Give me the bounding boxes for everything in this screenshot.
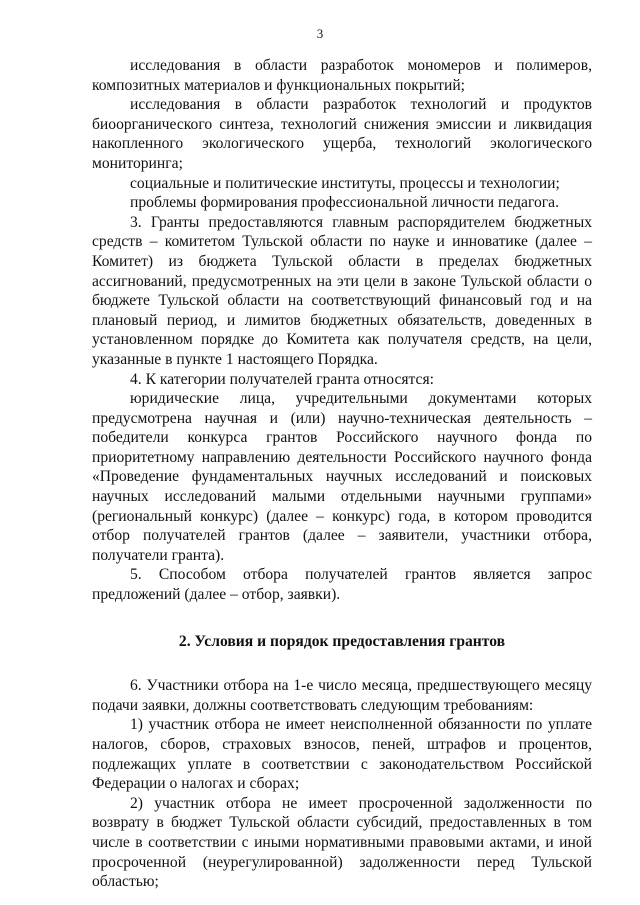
section-heading: 2. Условия и порядок предоставления грантов: [178, 632, 506, 650]
paragraph: 4. К категории получателей гранта относятся:: [130, 370, 434, 388]
paragraph: юридические лица, учредительными документами которых предусмотрена научная и (или) научно-техническая деятельность – победители конкурса грантов Российского научного фонда по приоритетному направлению деятельности Российского научного фонда «Проведение фундаментальных научных исследований и поисковых научных исследований малыми отдельными научными группами» (региональный конкурс) (далее – конкурс) года, в котором проводится отбор получателей грантов (далее – заявители, участники отбора, получатели гранта).: [92, 390, 592, 564]
paragraph: проблемы формирования профессиональной личности педагога.: [130, 194, 559, 212]
paragraph: 1) участник отбора не имеет неисполненной обязанности по уплате налогов, сборов, страховых взносов, пеней, штрафов и процентов, подлежащих уплате в соответствии с законодательством Российской Федерации о налогах и сборах;: [92, 716, 592, 793]
paragraph: исследования в области разработок мономеров и полимеров, композитных материалов и функциональных покрытий;: [92, 57, 592, 94]
paragraph: 6. Участники отбора на 1-е число месяца, предшествующего месяцу подачи заявки, должны соответствовать следующим требованиям:: [92, 677, 592, 714]
paragraph: социальные и политические институты, процессы и технологии;: [130, 174, 560, 192]
paragraph: 2) участник отбора не имеет просроченной задолженности по возврату в бюджет Тульской области субсидий, предоставленных в том числе в соответствии с иными нормативными правовыми актами, и иной просроченной (неурегулированной) задолженности перед Тульской областью;: [92, 794, 592, 891]
paragraph: исследования в области разработок технологий и продуктов биоорганического синтеза, технологий снижения эмиссии и ликвидация накопленного экологического ущерба, технологий экологического мониторинга;: [92, 96, 592, 172]
document-body: [92, 56, 592, 892]
paragraph: 5. Способом отбора получателей грантов является запрос предложений (далее – отбор, заявки).: [92, 566, 592, 604]
paragraph: 3. Гранты предоставляются главным распорядителем бюджетных средств – комитетом Тульской области по науке и инноватике (далее – Комитет) из бюджета Тульской области в пределах бюджетных ассигнований, предусмотренных на эти цели в законе Тульской области о бюджете Тульской области на соответствующий финансовый год и на плановый период, и лимитов бюджетных обязательств, доведенных в установленном порядке до Комитета как получателя средств, на цели, указанные в пункте 1 настоящего Порядка.: [92, 213, 592, 368]
page-number: 3: [316, 26, 324, 41]
